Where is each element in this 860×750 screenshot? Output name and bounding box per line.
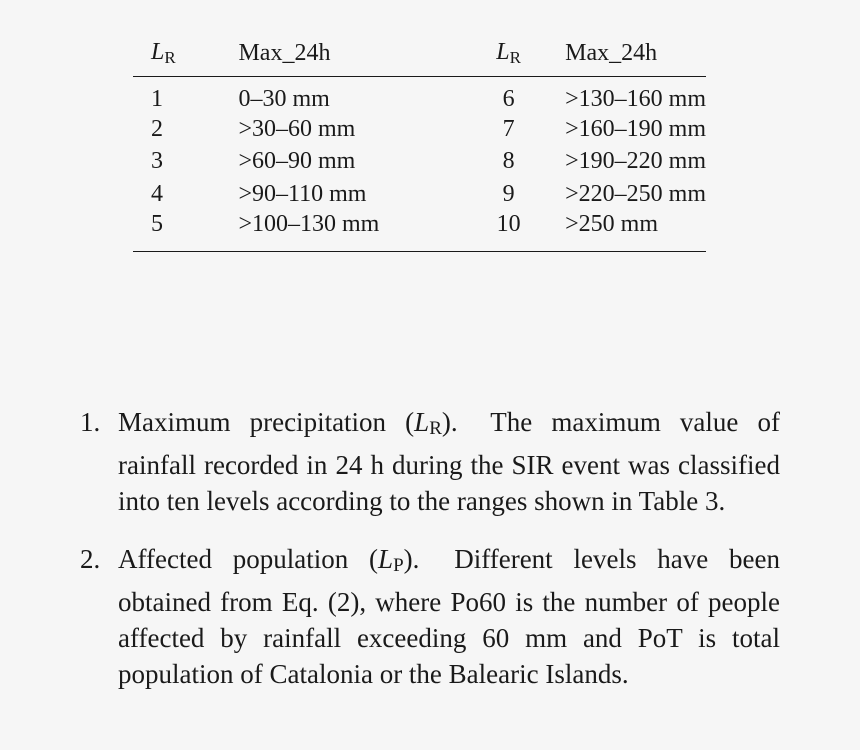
level-cell: 5 [151, 210, 163, 237]
level-cell: 10 [496, 210, 521, 237]
list-item [80, 404, 780, 519]
range-cell: >190–220 mm [565, 148, 706, 175]
level-cell: 7 [502, 115, 515, 142]
table-row [133, 113, 706, 146]
range-cell: >160–190 mm [565, 115, 706, 142]
list-item-body: The maximum value of rainfall recorded in 24 h during the SIR event was classified into ten levels according to the ranges shown in Table 3. [118, 407, 780, 516]
level-cell: 8 [502, 148, 515, 175]
range-cell: >30–60 mm [238, 115, 356, 142]
range-cell: >220–250 mm [565, 180, 706, 207]
list-item-body: Different levels have been obtained from Eq. (2), where Po60 is the number of people affected by rainfall exceeding 60 mm and PoT is total population of Catalonia or the Balearic Islands. [118, 544, 781, 689]
range-cell: >130–160 mm [565, 86, 706, 112]
list-item-number: 1. [80, 407, 101, 437]
range-cell: 0–30 mm [238, 86, 330, 112]
table-row [133, 178, 706, 211]
list-item-title: Maximum precipitation (LR). [118, 407, 458, 439]
header-max-right: Max_24h [565, 39, 658, 66]
list-item [80, 541, 780, 692]
header-level-right: $L_R$ [496, 38, 521, 67]
level-cell: 4 [151, 180, 163, 207]
header-level-left: $L_R$ [151, 38, 176, 67]
numbered-list [80, 404, 780, 692]
range-cell: >90–110 mm [238, 180, 367, 207]
range-cell: >100–130 mm [238, 210, 380, 237]
level-cell: 6 [502, 86, 515, 112]
list-item-number: 2. [80, 544, 101, 574]
table-row [133, 77, 706, 114]
level-cell: 3 [151, 148, 163, 175]
level-cell: 1 [151, 86, 163, 112]
level-cell: 2 [151, 115, 163, 142]
range-cell: >60–90 mm [238, 148, 356, 175]
table-row [133, 146, 706, 179]
list-item-title: Affected population (LP). [118, 544, 420, 576]
table-row [133, 211, 706, 252]
precipitation-levels-table [133, 30, 706, 252]
levels-table-container [133, 30, 706, 252]
header-max-left: Max_24h [238, 39, 331, 66]
level-cell: 9 [502, 180, 515, 207]
range-cell: >250 mm [565, 210, 658, 237]
table-header-row [133, 30, 706, 77]
